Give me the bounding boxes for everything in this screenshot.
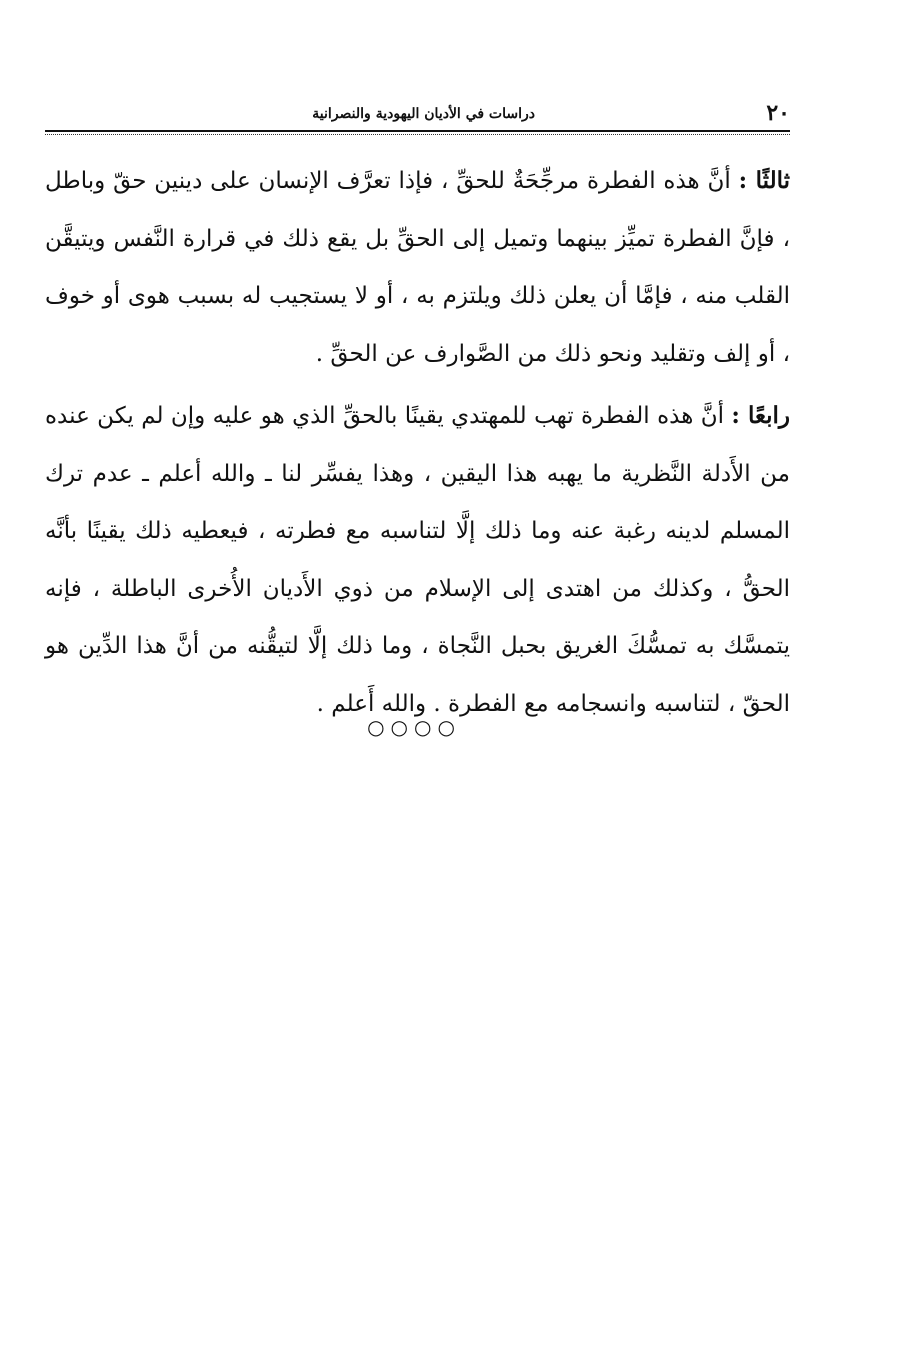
paragraph-lead: ثالثًا : <box>738 167 790 194</box>
paragraph-fourth <box>45 387 790 733</box>
header-rule <box>45 130 790 132</box>
page-number: ٢٠ <box>766 100 790 126</box>
running-title: دراسات في الأديان اليهودية والنصرانية <box>312 106 535 122</box>
page-header <box>45 100 790 130</box>
section-separator: ○○○○ <box>367 715 461 739</box>
header-rule-dotted <box>45 134 790 135</box>
paragraph-lead: رابعًا : <box>731 402 791 429</box>
paragraph-text: أنَّ هذه الفطرة مرجِّحَةٌ للحقِّ ، فإذا تعرَّف الإنسان على دينين حقّ وباطل ، فإنَّ الفطرة تميِّز بينهما وتميل إلى الحقِّ بل يقع ذلك في قرارة النَّفس ويتيقَّن القلب منه ، فإمَّا أن يعلن ذلك ويلتزم به ، أو لا يستجيب له بسبب هوى أو خوف ، أو إلف وتقليد ونحو ذلك من الصَّوارف عن الحقِّ . <box>45 168 790 367</box>
paragraph-third <box>45 152 790 383</box>
body-text <box>45 152 790 737</box>
paragraph-text: أنَّ هذه الفطرة تهب للمهتدي يقينًا بالحقِّ الذي هو عليه وإن لم يكن عنده من الأَدلة النَّظرية ما يهبه هذا اليقين ، وهذا يفسِّر لنا ـ والله أعلم ـ عدم ترك المسلم لدينه رغبة عنه وما ذلك إلَّا لتناسبه مع فطرته ، فيعطيه ذلك يقينًا بأنَّه الحقُّ ، وكذلك من اهتدى إلى الإسلام من ذوي الأَديان الأُخرى الباطلة ، فإنه يتمسَّك به تمسُّكَ الغريق بحبل النَّجاة ، وما ذلك إلَّا لتيقُّنه من أنَّ هذا الدِّين هو الحقّ ، لتناسبه وانسجامه مع الفطرة . والله أَعلم . <box>45 403 790 717</box>
